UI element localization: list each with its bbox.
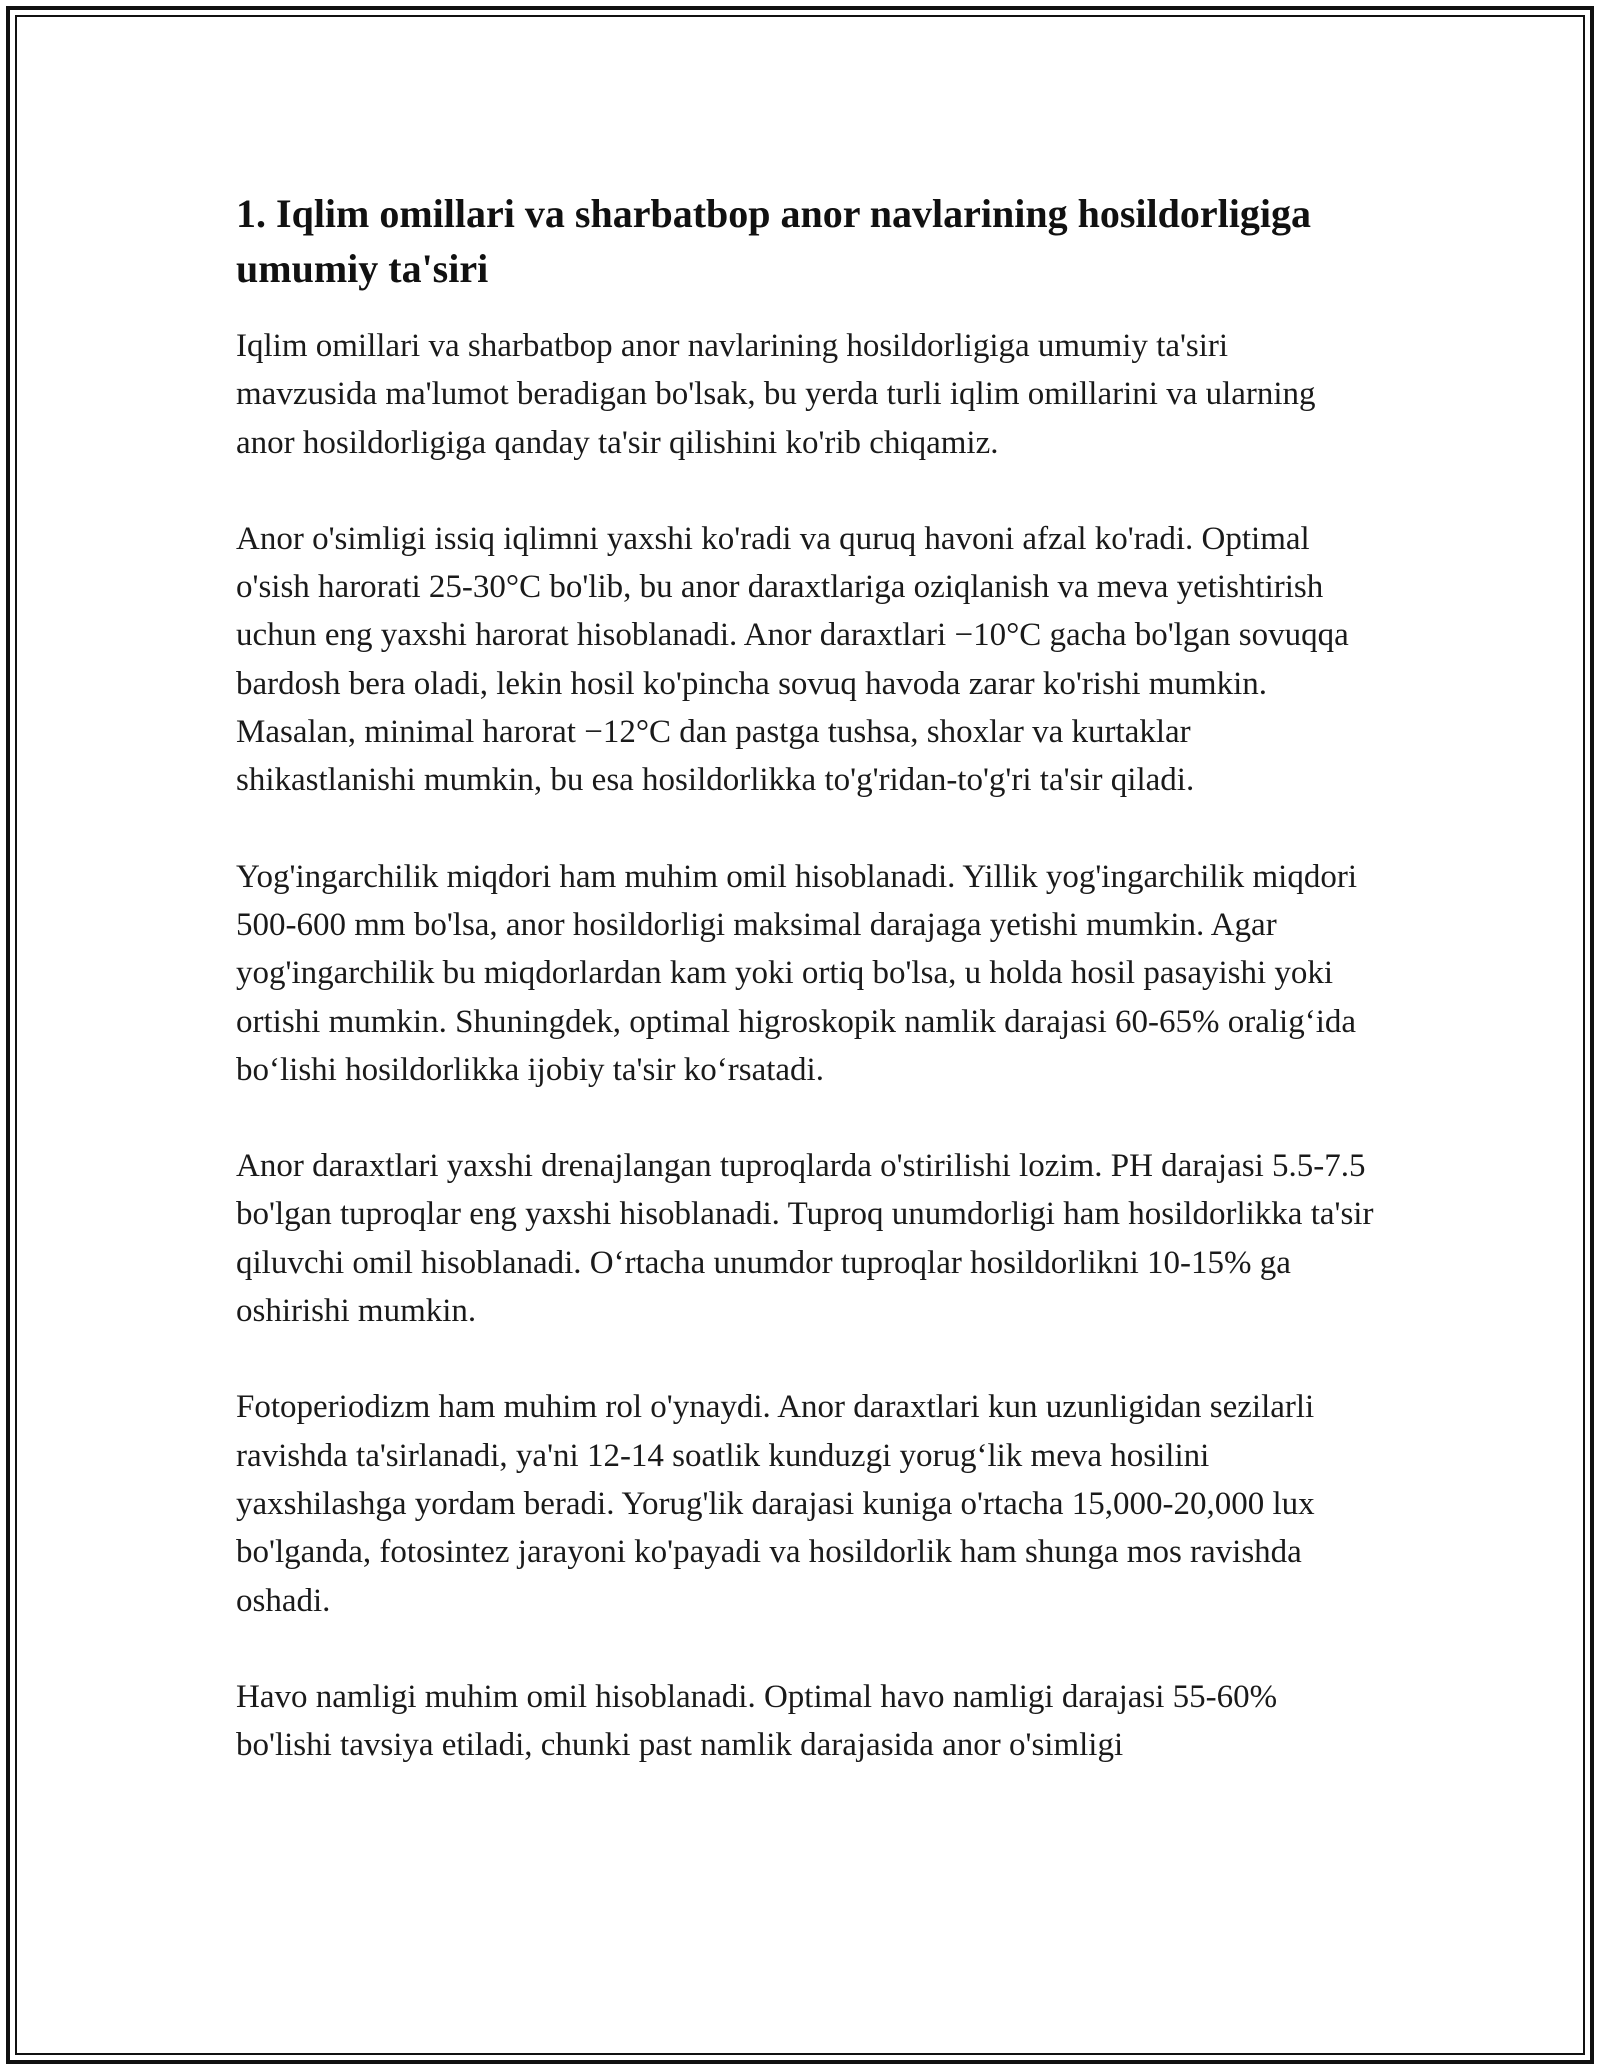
paragraph-humidity: Havo namligi muhim omil hisoblanadi. Optimal havo namligi darajasi 55-60% bo'lishi tavsiya etiladi, chunki past namlik darajasida anor o'simligi xyxy=(236,1678,1278,1764)
paragraph-temperature: Anor o'simligi issiq iqlimni yaxshi ko'radi va quruq havoni afzal ko'radi. Optimal o'sish harorati 25-30°C bo'lib, bu anor daraxtlariga oziqlanish va meva yetishtirish uchun eng yaxshi harorat hisoblanadi. Anor daraxtlari −10°C gacha bo'lgan sovuqqa bardosh bera oladi, lekin hosil ko'pincha sovuq havoda zarar ko'rishi mumkin. Masalan, minimal harorat −12°C dan pastga tushsa, shoxlar va kurtaklar shikastlanishi mumkin, bu esa hosildorlikka to'g'ridan-to'g'ri ta'sir qiladi. xyxy=(236,520,1349,799)
paragraph-precipitation: Yog'ingarchilik miqdori ham muhim omil hisoblanadi. Yillik yog'ingarchilik miqdori 500-600 mm bo'lsa, anor hosildorligi maksimal darajaga yetishi mumkin. Agar yog'ingarchilik bu miqdorlardan kam yoki ortiq bo'lsa, u holda hosil pasayishi yoki ortishi mumkin. Shuningdek, optimal higroskopik namlik darajasi 60-65% oralig‘ida bo‘lishi hosildorlikka ijobiy ta'sir ko‘rsatadi. xyxy=(236,858,1358,1088)
document-body xyxy=(236,186,1376,1817)
paragraph-photoperiod: Fotoperiodizm ham muhim rol o'ynaydi. Anor daraxtlari kun uzunligidan sezilarli ravishda ta'sirlanadi, ya'ni 12-14 soatlik kunduzgi yorug‘lik meva hosilini yaxshilashga yordam beradi. Yorug'lik darajasi kuniga o'rtacha 15,000-20,000 lux bo'lganda, fotosintez jarayoni ko'payadi va hosildorlik ham shunga mos ravishda oshadi. xyxy=(236,1389,1315,1619)
paragraph-soil: Anor daraxtlari yaxshi drenajlangan tuproqlarda o'stirilishi lozim. PH darajasi 5.5-7.5 bo'lgan tuproqlar eng yaxshi hisoblanadi. Tuproq unumdorligi ham hosildorlikka ta'sir qiluvchi omil hisoblanadi. O‘rtacha unumdor tuproqlar hosildorlikni 10-15% ga oshirishi mumkin. xyxy=(236,1148,1374,1330)
paragraph-intro: Iqlim omillari va sharbatbop anor navlarining hosildorligiga umumiy ta'siri mavzusida ma'lumot beradigan bo'lsak, bu yerda turli iqlim omillarini va ularning anor hosildorligiga qanday ta'sir qilishini ko'rib chiqamiz. xyxy=(236,328,1316,461)
section-heading: 1. Iqlim omillari va sharbatbop anor navlarining hosildorligiga umumiy ta'siri xyxy=(236,191,1311,291)
